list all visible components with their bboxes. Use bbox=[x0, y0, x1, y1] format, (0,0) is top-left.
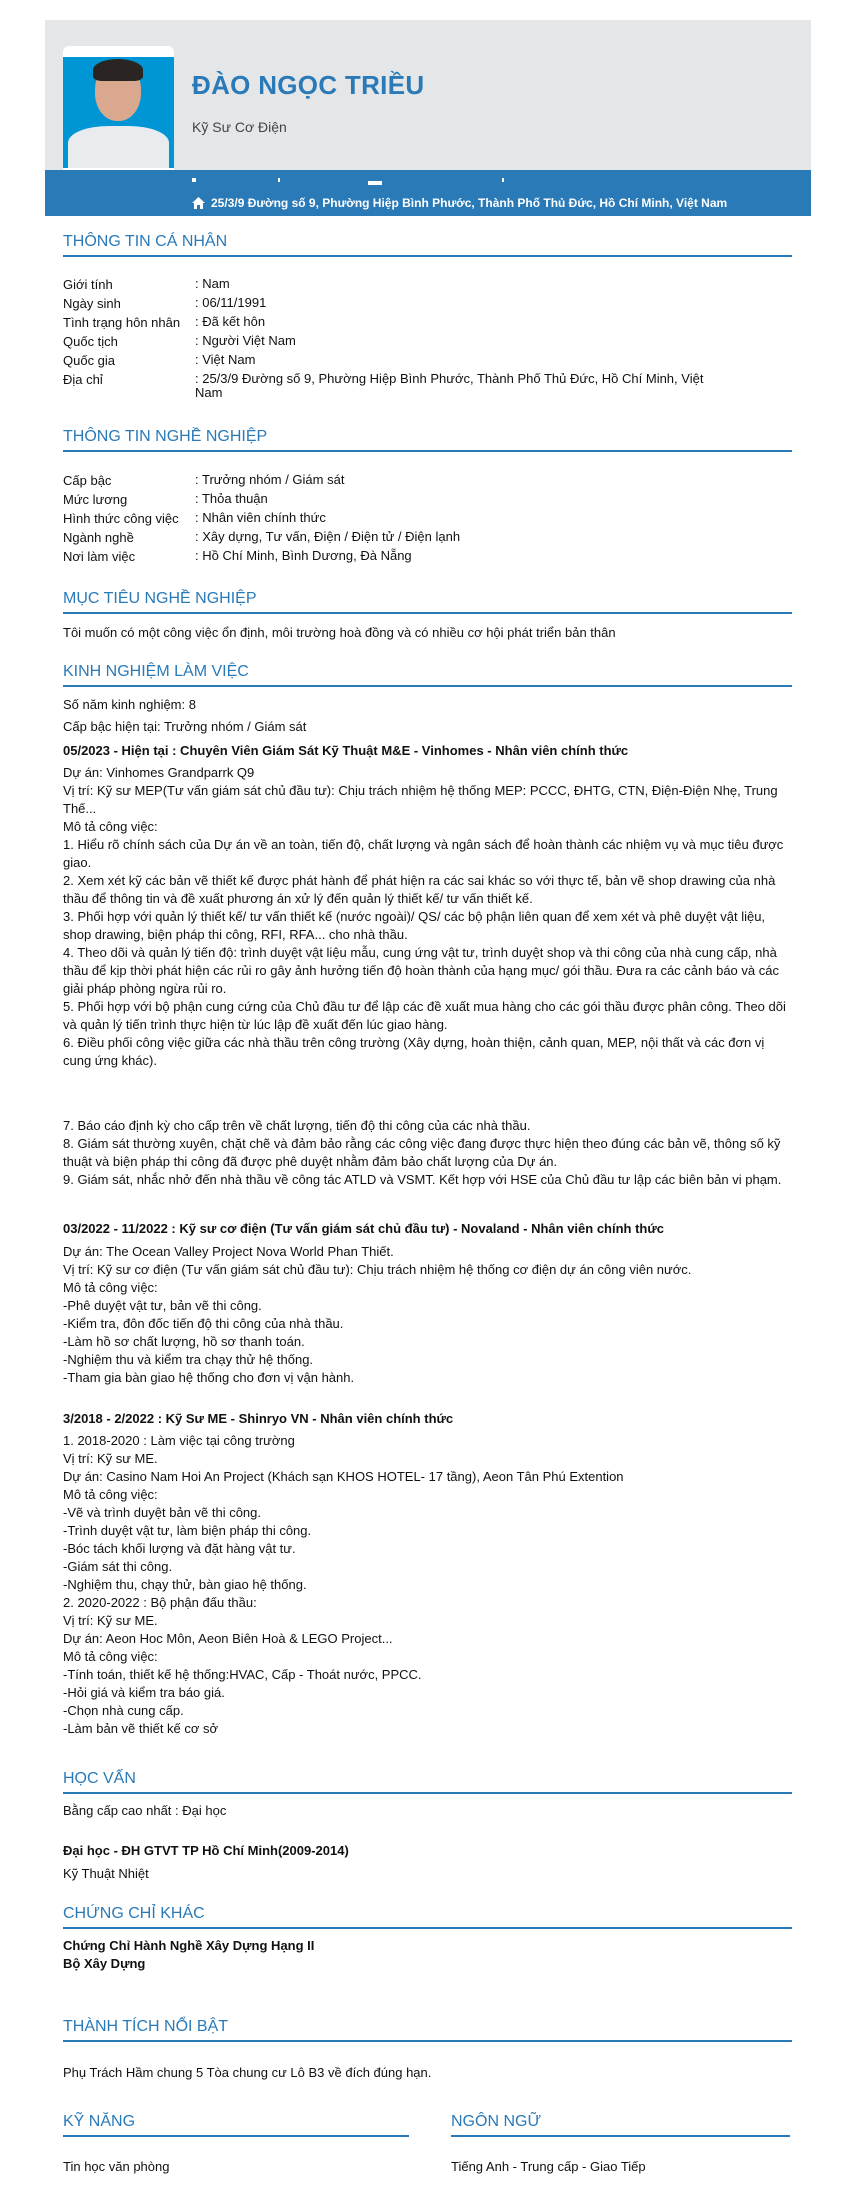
contact-address bbox=[192, 196, 727, 210]
section-certificates bbox=[63, 1904, 792, 1973]
section-objective bbox=[63, 589, 792, 642]
info-label: Tình trạng hôn nhân bbox=[63, 315, 181, 330]
info-label: Địa chỉ bbox=[63, 372, 103, 387]
experience-level: Cấp bậc hiện tại: Trưởng nhóm / Giám sát bbox=[63, 719, 307, 734]
description-line: Vị trí: Kỹ sư cơ điện (Tư vấn giám sát chủ đầu tư): Chịu trách nhiệm hệ thống cơ điện dự án công viên nước. bbox=[63, 1262, 692, 1277]
section-heading: CHỨNG CHỈ KHÁC bbox=[63, 1904, 792, 1929]
info-value: : Nhân viên chính thức bbox=[195, 510, 326, 525]
section-heading: THÔNG TIN CÁ NHÂN bbox=[63, 232, 792, 257]
section-heading: KỸ NĂNG bbox=[63, 2112, 409, 2137]
description-line: -Chọn nhà cung cấp. bbox=[63, 1703, 184, 1718]
description-line: 9. Giám sát, nhắc nhở đến nhà thầu về công tác ATLD và VSMT. Kết hợp với HSE của Chủ đầu tư lập các biên bản vi phạm. bbox=[63, 1172, 782, 1187]
info-value: : Xây dựng, Tư vấn, Điện / Điện tử / Điện lạnh bbox=[195, 529, 461, 544]
info-value: : Đã kết hôn bbox=[195, 314, 266, 329]
description-line: 7. Báo cáo định kỳ cho cấp trên về chất lượng, tiến độ thi công của các nhà thầu. bbox=[63, 1118, 531, 1133]
description-line: -Phê duyệt vật tư, bản vẽ thi công. bbox=[63, 1298, 262, 1313]
info-row bbox=[63, 332, 792, 351]
description-line: Vị trí: Kỹ sư ME. bbox=[63, 1613, 158, 1628]
section-languages bbox=[451, 2112, 790, 2176]
info-value: : Nam bbox=[195, 276, 230, 291]
info-row bbox=[63, 275, 792, 294]
info-row bbox=[63, 471, 792, 490]
info-label: Mức lương bbox=[63, 492, 128, 507]
info-label: Ngày sinh bbox=[63, 296, 121, 311]
personal-info-table bbox=[63, 275, 792, 400]
description-line: -Giám sát thi công. bbox=[63, 1559, 173, 1574]
info-value: : Trưởng nhóm / Giám sát bbox=[195, 472, 345, 487]
objective-text: Tôi muốn có một công việc ổn định, môi trường hoà đồng và có nhiều cơ hội phát triển bản thân bbox=[63, 625, 616, 640]
candidate-name: ĐÀO NGỌC TRIỀU bbox=[192, 70, 425, 100]
job-description bbox=[63, 764, 792, 1070]
info-row bbox=[63, 528, 792, 547]
skill-item: Tin học văn phòng bbox=[63, 2159, 170, 2174]
home-icon bbox=[192, 197, 205, 209]
job-title: 03/2022 - 11/2022 : Kỹ sư cơ điện (Tư vấn giám sát chủ đầu tư) - Novaland - Nhân viên chính thức bbox=[63, 1221, 665, 1236]
description-line: 1. Hiểu rõ chính sách của Dự án về an toàn, tiến độ, chất lượng và ngân sách để hoàn thành các nhiệm vụ và mục tiêu được giao. bbox=[63, 837, 784, 870]
info-row bbox=[63, 351, 792, 370]
info-value: : 25/3/9 Đường số 9, Phường Hiệp Bình Phước, Thành Phố Thủ Đức, Hồ Chí Minh, Việt Nam bbox=[195, 371, 704, 400]
certificate-name: Chứng Chỉ Hành Nghề Xây Dựng Hạng II bbox=[63, 1938, 315, 1953]
description-line: 1. 2018-2020 : Làm việc tại công trường bbox=[63, 1433, 295, 1448]
description-line: Mô tả công việc: bbox=[63, 819, 158, 834]
candidate-title: Kỹ Sư Cơ Điện bbox=[192, 119, 287, 135]
description-line: Mô tả công việc: bbox=[63, 1487, 158, 1502]
certificate-issuer: Bộ Xây Dựng bbox=[63, 1956, 146, 1971]
job-description bbox=[63, 1117, 792, 1189]
description-line: -Kiểm tra, đôn đốc tiến độ thi công của nhà thầu. bbox=[63, 1316, 344, 1331]
info-value: : 06/11/1991 bbox=[195, 295, 267, 310]
info-label: Cấp bậc bbox=[63, 473, 112, 488]
description-line: -Tính toán, thiết kế hệ thống:HVAC, Cấp - Thoát nước, PPCC. bbox=[63, 1667, 422, 1682]
info-value: : Hồ Chí Minh, Bình Dương, Đà Nẵng bbox=[195, 548, 412, 563]
description-line: Dự án: The Ocean Valley Project Nova World Phan Thiết. bbox=[63, 1244, 394, 1259]
profile-photo bbox=[63, 46, 174, 183]
section-heading: MỤC TIÊU NGHỀ NGHIỆP bbox=[63, 589, 792, 614]
job-description bbox=[63, 1432, 792, 1738]
description-line: -Làm bản vẽ thiết kế cơ sở bbox=[63, 1721, 219, 1736]
description-line: Vị trí: Kỹ sư MEP(Tư vấn giám sát chủ đầu tư): Chịu trách nhiệm hệ thống MEP: PCCC, ĐHTG, CTN, Điện-Điện Nhẹ, Trung Thế... bbox=[63, 783, 778, 816]
description-line: 3. Phối hợp với quản lý thiết kế/ tư vấn thiết kế (nước ngoài)/ QS/ các bộ phận liên quan để xem xét và phê duyệt vật liệu, shop drawing, biện pháp thi công, RFI, RFA... cho nhà thầu. bbox=[63, 909, 766, 942]
profile-header bbox=[45, 20, 811, 216]
description-line: Dự án: Casino Nam Hoi An Project (Khách sạn KHOS HOTEL- 17 tầng), Aeon Tân Phú Extention bbox=[63, 1469, 624, 1484]
address-text: 25/3/9 Đường số 9, Phường Hiệp Bình Phước, Thành Phố Thủ Đức, Hồ Chí Minh, Việt Nam bbox=[211, 196, 728, 210]
description-line: -Bóc tách khối lượng và đặt hàng vật tư. bbox=[63, 1541, 296, 1556]
highest-degree: Bằng cấp cao nhất : Đại học bbox=[63, 1803, 227, 1818]
job-title: 05/2023 - Hiện tại : Chuyên Viên Giám Sát Kỹ Thuật M&E - Vinhomes - Nhân viên chính thức bbox=[63, 743, 629, 758]
info-row bbox=[63, 294, 792, 313]
info-row bbox=[63, 490, 792, 509]
info-row bbox=[63, 370, 792, 400]
info-value: : Thỏa thuận bbox=[195, 491, 268, 506]
section-personal-info bbox=[63, 232, 792, 400]
info-label: Quốc tịch bbox=[63, 334, 118, 349]
info-label: Quốc gia bbox=[63, 353, 116, 368]
career-info-table bbox=[63, 471, 792, 566]
description-line: 2. Xem xét kỹ các bản vẽ thiết kế được phát hành để phát hiện ra các sai khác so với thực tế, bản vẽ shop drawing của nhà thầu để thông tin và đề xuất phương án xử lý đến quản lý thiết kế/ tư vấn thiết kế. bbox=[63, 873, 776, 906]
description-line: -Nghiệm thu, chạy thử, bàn giao hệ thống. bbox=[63, 1577, 307, 1592]
major: Kỹ Thuật Nhiệt bbox=[63, 1866, 149, 1881]
description-line: -Nghiệm thu và kiểm tra chạy thử hệ thống. bbox=[63, 1352, 314, 1367]
info-label: Ngành nghề bbox=[63, 530, 134, 545]
description-line: 5. Phối hợp với bộ phận cung cứng của Chủ đầu tư để lập các đề xuất mua hàng cho các gói thầu được phân công. Theo dõi và quản lý tiến trình thực hiện từ lúc lập đề xuất đến lúc giao hàng. bbox=[63, 999, 786, 1032]
section-career-info bbox=[63, 427, 792, 566]
description-line: 8. Giám sát thường xuyên, chặt chẽ và đảm bảo rằng các công việc đang được thực hiện theo đúng các bản vẽ, thông số kỹ thuật và biện pháp thi công đã được phê duyệt nhằm đảm bảo chất lượng của Dự án. bbox=[63, 1136, 781, 1169]
info-value: : Người Việt Nam bbox=[195, 333, 296, 348]
experience-years: Số năm kinh nghiệm: 8 bbox=[63, 697, 196, 712]
section-heading: THÔNG TIN NGHỀ NGHIỆP bbox=[63, 427, 792, 452]
description-line: Dự án: Aeon Hoc Môn, Aeon Biên Hoà & LEGO Project... bbox=[63, 1631, 393, 1646]
section-experience bbox=[63, 662, 792, 1738]
language-item: Tiếng Anh - Trung cấp - Giao Tiếp bbox=[451, 2159, 646, 2174]
section-heading: THÀNH TÍCH NỔI BẬT bbox=[63, 2017, 792, 2042]
description-line: Dự án: Vinhomes Grandparrk Q9 bbox=[63, 765, 255, 780]
description-line: Vị trí: Kỹ sư ME. bbox=[63, 1451, 158, 1466]
hidden-contact-marks bbox=[192, 178, 572, 184]
section-education bbox=[63, 1769, 792, 1883]
info-row bbox=[63, 313, 792, 332]
description-line: -Trình duyệt vật tư, làm biện pháp thi công. bbox=[63, 1523, 312, 1538]
info-label: Hình thức công việc bbox=[63, 511, 179, 526]
section-skills bbox=[63, 2112, 409, 2176]
section-heading: NGÔN NGỮ bbox=[451, 2112, 790, 2137]
description-line: -Làm hồ sơ chất lượng, hồ sơ thanh toán. bbox=[63, 1334, 305, 1349]
description-line: 2. 2020-2022 : Bộ phận đấu thầu: bbox=[63, 1595, 257, 1610]
description-line: Mô tả công việc: bbox=[63, 1280, 158, 1295]
description-line: 6. Điều phối công việc giữa các nhà thầu trên công trường (Xây dựng, hoàn thiện, cảnh quan, MEP, nội thất và các đơn vị cung ứng khác). bbox=[63, 1035, 765, 1068]
info-value: : Việt Nam bbox=[195, 352, 256, 367]
section-heading: KINH NGHIỆM LÀM VIỆC bbox=[63, 662, 792, 687]
school-name: Đại học - ĐH GTVT TP Hồ Chí Minh(2009-2014) bbox=[63, 1843, 349, 1858]
description-line: -Vẽ và trình duyệt bản vẽ thi công. bbox=[63, 1505, 262, 1520]
description-line: 4. Theo dõi và quản lý tiến độ: trình duyệt vật liệu mẫu, cung ứng vật tư, trình duyệt shop và thi công của nhà cung cấp, nhà thầu để kịp thời phát hiện các rủi ro gây ảnh hưởng tiến độ hoàn thành của hạng mục/ gói thầu. Đưa ra các cảnh báo và các giải pháp phòng ngừa rủi ro. bbox=[63, 945, 779, 996]
section-achievements bbox=[63, 2017, 792, 2082]
info-row bbox=[63, 547, 792, 566]
description-line: -Hỏi giá và kiểm tra báo giá. bbox=[63, 1685, 225, 1700]
achievement-text: Phụ Trách Hầm chung 5 Tòa chung cư Lô B3 về đích đúng hạn. bbox=[63, 2065, 432, 2080]
description-line: -Tham gia bàn giao hệ thống cho đơn vị vận hành. bbox=[63, 1370, 355, 1385]
job-title: 3/2018 - 2/2022 : Kỹ Sư ME - Shinryo VN - Nhân viên chính thức bbox=[63, 1411, 454, 1426]
info-label: Nơi làm việc bbox=[63, 549, 136, 564]
info-row bbox=[63, 509, 792, 528]
job-description bbox=[63, 1243, 792, 1387]
description-line: Mô tả công việc: bbox=[63, 1649, 158, 1664]
section-heading: HỌC VẤN bbox=[63, 1769, 792, 1794]
info-label: Giới tính bbox=[63, 277, 113, 292]
